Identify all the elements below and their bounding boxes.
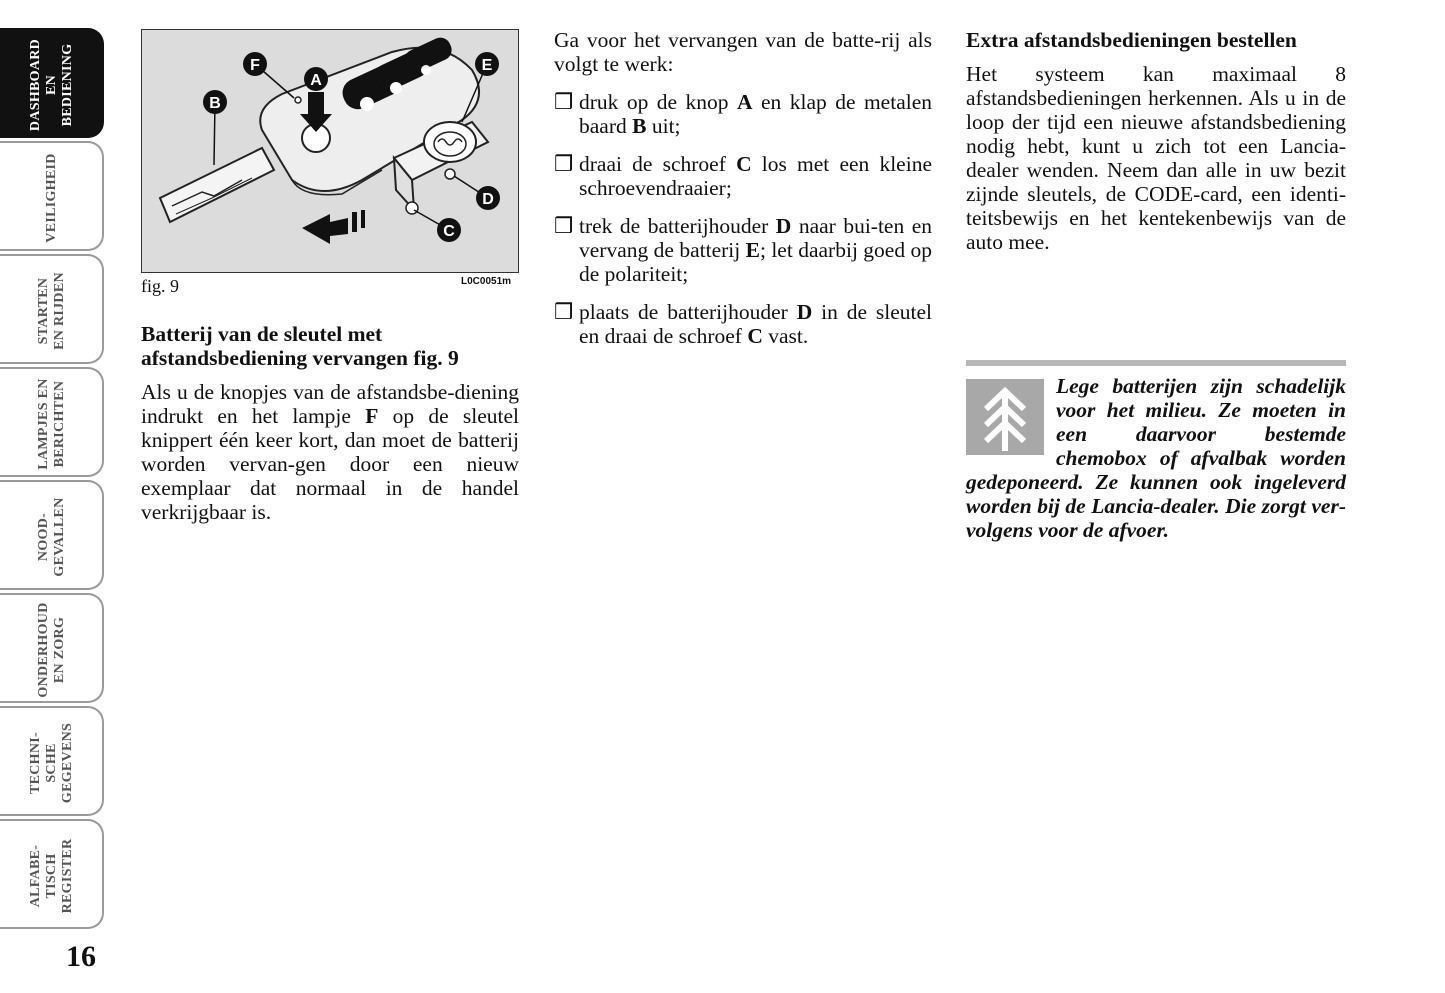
- callout-label: A: [310, 72, 322, 89]
- section-heading: Extra afstandsbedieningen bestellen: [966, 28, 1297, 52]
- metal-blade: [160, 148, 274, 222]
- tab-label: DASHBOARD EN BEDIENING: [28, 38, 75, 132]
- right-column: [966, 28, 1346, 254]
- step-item: ❒ druk op de knop A en klap de metalen baard B uit;: [554, 90, 933, 138]
- callout-E: [475, 52, 499, 76]
- callout-F: [243, 52, 267, 76]
- steps-intro: Ga voor het vervangen van de batte-rij als volgt te werk:: [554, 28, 932, 76]
- tab-onderhoud-en-zorg[interactable]: [0, 593, 104, 703]
- environment-tree-icon: [966, 379, 1044, 455]
- tab-technische-gegevens[interactable]: [0, 706, 104, 816]
- middle-column: [554, 28, 932, 362]
- checkbox-bullet-icon: ❒: [554, 90, 574, 114]
- callout-label: D: [482, 191, 494, 208]
- tab-label: ONDERHOUD EN ZORG: [36, 602, 67, 698]
- step-item: ❒ trek de batterijhouder D naar bui-ten en vervang de batterij E; let daarbij goed op de polariteit;: [554, 214, 932, 286]
- section-paragraph: Als u de knopjes van de afstandsbe-diening indrukt en het lampje F op de sleutel knippert één keer kort, dan moet de batterij worden vervan-gen door een nieuw exemplaar dat normaal in de handel verkrijgbaar is.: [141, 380, 520, 524]
- tab-dashboard-en-bediening[interactable]: [0, 28, 104, 138]
- callout-D: [476, 186, 500, 210]
- callout-label: B: [209, 95, 221, 112]
- step-item: ❒ draai de schroef C los met een kleine schroevendraaier;: [554, 152, 932, 200]
- slide-out-arrow: [302, 210, 365, 244]
- callout-A: [304, 67, 328, 91]
- tab-label: ALFABE- TISCH REGISTER: [28, 838, 75, 914]
- checkbox-bullet-icon: ❒: [554, 300, 574, 324]
- callout-label: F: [250, 57, 260, 74]
- tab-starten-en-rijden[interactable]: [0, 254, 104, 364]
- tab-label: TECHNI- SCHE GEGEVENS: [28, 722, 75, 804]
- tab-label: VEILIGHEID: [44, 153, 59, 243]
- callout-label: C: [443, 223, 455, 240]
- tab-alfabetisch-register[interactable]: [0, 819, 104, 929]
- tab-veiligheid[interactable]: [0, 141, 104, 251]
- left-column: [141, 322, 519, 524]
- checkbox-bullet-icon: ❒: [554, 152, 574, 176]
- figure-code: L0C0051m: [461, 276, 512, 287]
- checkbox-bullet-icon: ❒: [554, 214, 574, 238]
- section-heading: Batterij van de sleutel met afstandsbediening vervangen fig. 9: [141, 322, 459, 370]
- figure-caption: fig. 9: [141, 276, 179, 296]
- tab-label: STARTEN EN RIJDEN: [36, 272, 67, 350]
- callout-label: E: [481, 57, 493, 74]
- step-item: ❒ plaats de batterijhouder D in de sleutel en draai de schroef C vast.: [554, 300, 932, 348]
- callout-B: [203, 90, 227, 114]
- tab-lampjes-en-berichten[interactable]: [0, 367, 104, 477]
- environment-note: [966, 360, 1346, 542]
- tab-label: NOOD- GEVALLEN: [36, 497, 67, 577]
- note-text: Lege batterijen zijn schadelijk voor het milieu. Ze moeten in een daarvoor bestemde chemobox of afvalbak worden gedeponeerd. Ze kunnen ook ingeleverd worden bij de Lancia-dealer. Die zorgt ver-volgens voor de afvoer.: [966, 374, 1346, 542]
- key-drawing: [142, 30, 520, 274]
- tab-noodgevallen[interactable]: [0, 480, 104, 590]
- callout-C: [437, 218, 461, 242]
- key-battery-illustration: [141, 29, 519, 273]
- tab-label: LAMPJES EN BERICHTEN: [36, 378, 67, 470]
- section-paragraph: Het systeem kan maximaal 8 afstandsbedieningen herkennen. Als u in de loop der tijd een nieuwe afstandsbediening nodig hebt, kunt u zich tot een Lancia-dealer wenden. Neem dan alle in uw bezit zijnde sleutels, de CODE-card, een identi-teitsbewijs en het kentekenbewijs van de auto mee.: [966, 62, 1346, 254]
- battery-cell: [424, 122, 476, 162]
- page-number: 16: [66, 940, 96, 973]
